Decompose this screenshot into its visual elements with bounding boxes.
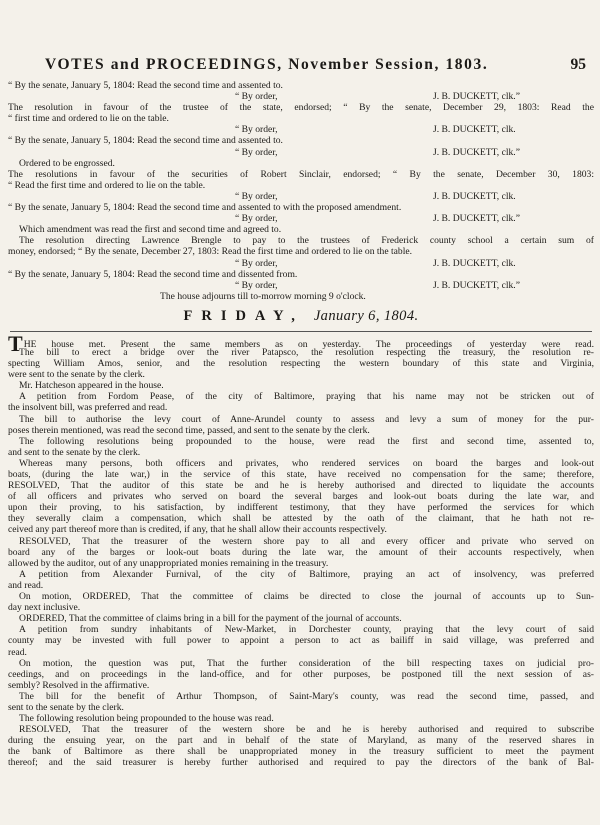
adjournment-line: The house adjourns till to-morrow morning 9 o'clock. — [160, 290, 366, 302]
text-line: The resolutions in favour of the securities of Robert Sinclair, endorsed; “ By the senate, December 30, 1803: — [8, 168, 594, 180]
text-line: of all officers and privates who served on board the several barges and look-out boats during the late war, and — [8, 491, 594, 503]
text-line: The bill for the benefit of Arthur Thompson, of Saint-Mary's county, was read the second time, passed, and — [19, 690, 594, 702]
text-line: sembly? Resolved in the affirmative. — [8, 679, 150, 691]
text-line: On motion, the question was put, That the further consideration of the bill respecting taxes on judicial pro- — [19, 657, 594, 669]
text-line: they severally claim a compensation, which shall be attested by the oath of the claimant, that he hath not re- — [8, 513, 594, 525]
day-name: FRIDAY, — [183, 307, 304, 324]
text-line: day next inclusive. — [8, 602, 81, 614]
text-line: THE house met. Present the same members as on yesterday. The proceedings of yesterday were read. — [8, 330, 594, 356]
document-body — [8, 80, 594, 769]
text-line: “ By the senate, January 5, 1804: Read the second time and dissented from. — [8, 268, 298, 280]
text-line: poses therein mentioned, was read the second time, passed, and sent to the senate by the clerk. — [8, 424, 370, 436]
signature-block: “ By order, J. B. DUCKETT, clk. — [235, 124, 516, 136]
text-line: Whereas many persons, both officers and privates, who rendered services on board the barges and look-out — [19, 457, 594, 469]
text-line: ORDERED, That the committee of claims bring in a bill for the payment of the journal of accounts. — [19, 613, 402, 625]
day-heading — [8, 304, 594, 328]
drop-cap: T — [8, 330, 23, 356]
text-line: money, endorsed; “ By the senate, December 27, 1803: Read the first time and ordered to lie on the table. — [8, 246, 413, 258]
text-line: allowed by the auditor, out of any unappropriated monies remaining in the treasury. — [8, 557, 329, 569]
text-line: The resolution in favour of the trustee of the state, endorsed; “ By the senate, December 29, 1803: Read the — [8, 102, 594, 114]
text-line: county may be invested with full power to appoint a person to act as bailiff in said village, was preferred and — [8, 635, 594, 647]
text-line: “ By the senate, January 5, 1804: Read the second time and assented to. — [8, 135, 283, 147]
header-title: VOTES and PROCEEDINGS, November Session, 1803. — [45, 56, 489, 73]
text-line: the insolvent bill, was preferred and read. — [8, 402, 168, 414]
text-line: and sent to the senate by the clerk. — [8, 446, 141, 458]
signature-block: “ By order, J. B. DUCKETT, clk. — [235, 190, 516, 202]
text-line: “ By the senate, January 5, 1804: Read the second time and assented to with the proposed amendment. — [8, 202, 402, 214]
divider — [10, 331, 592, 332]
signature-block: “ By order, J. B. DUCKETT, clk.” — [235, 279, 520, 291]
day-date: January 6, 1804. — [313, 307, 419, 324]
text-line: RESOLVED, That the treasurer of the western shore pay to all and every officer and private who served on — [19, 535, 594, 547]
text-line: RESOLVED, That the auditor of this state be and he is hereby authorised and directed to liquidate the accounts — [8, 480, 594, 492]
signature-block: “ By order, J. B. DUCKETT, clk. — [235, 257, 516, 269]
signature-block: “ By order, J. B. DUCKETT, clk.” — [235, 213, 520, 225]
text-line: thereof; and the said treasurer is hereby further authorised and required to pay the directors of the bank of Bal- — [8, 757, 594, 769]
text-line: ceived any part thereof more than is credited, if any, that he shall allow their accounts respectively. — [8, 524, 387, 536]
text-line: were sent to the senate by the clerk. — [8, 369, 145, 381]
text-line: read. — [8, 646, 27, 658]
text-line: boats, (during the late war,) in the service of this state, have received no compensation for the same; therefore, — [8, 469, 594, 480]
text-line: specting William Amos, senior, and the resolution respecting the western boundary of this state and Virginia, — [8, 358, 594, 370]
text-line: sent to the senate by the clerk. — [8, 701, 124, 713]
text-line: upon their proving, to his satisfaction, by indifferent testimony, that they have performed the services for which — [8, 502, 594, 514]
text-line: A petition from sundry inhabitants of New-Market, in Dorchester county, praying that the levy court of said — [19, 624, 594, 636]
text-line: The resolution directing Lawrence Brengle to pay to the trustees of Frederick county school a certain sum of — [19, 235, 594, 247]
text-line: during the ensuing year, on the part and in behalf of the state of Maryland, as many of the reserved shares in — [8, 735, 594, 747]
text-line: RESOLVED, That the treasurer of the western shore be and he is hereby authorised and required to subscribe — [19, 724, 594, 736]
text-line: A petition from Alexander Furnival, of the city of Baltimore, praying an act of insolvency, was preferred — [19, 568, 594, 580]
text-line: Which amendment was read the first and second time and agreed to. — [19, 224, 282, 236]
text-line: the bank of Baltimore as there shall be unappropriated money in the treasury sufficient to meet the payment — [8, 746, 594, 758]
text-line: On motion, ORDERED, That the committee of claims be directed to close the journal of accounts up to Sun- — [19, 591, 594, 603]
text-line: board any of the barges or look-out boats during the late war, the amount of their accounts respectively, when — [8, 546, 594, 558]
text-line: “ Read the first time and ordered to lie on the table. — [8, 179, 206, 191]
text-line: A petition from Fordom Pease, of the city of Baltimore, praying that his name may not be stricken out of — [19, 391, 594, 403]
text-line: The following resolution being propounded to the house was read. — [19, 713, 274, 725]
text-line: “ first time and ordered to lie on the table. — [8, 113, 169, 125]
text-line: and read. — [8, 579, 44, 591]
text-line: Mr. Hatcheson appeared in the house. — [19, 380, 164, 392]
signature-block: “ By order, J. B. DUCKETT, clk.” — [235, 91, 520, 103]
signature-block: “ By order, J. B. DUCKETT, clk.” — [235, 146, 520, 158]
text-line: The bill to authorise the levy court of Anne-Arundel county to assess and levy a sum of money for the pur- — [19, 413, 594, 425]
text-line: The following resolutions being propounded to the house, were read the first and second time, assented to, — [19, 435, 594, 447]
text-line: Ordered to be engrossed. — [19, 157, 115, 169]
page-number: 95 — [570, 56, 586, 73]
text-line: “ By the senate, January 5, 1804: Read the second time and assented to. — [8, 80, 283, 91]
text-line: The bill to erect a bridge over the river Patapsco, the resolution respecting the treasury, the resolution re- — [19, 346, 594, 358]
text-line: ceedings, and on proceedings in the land-office, and for other purposes, be postponed till the next session of as- — [8, 668, 594, 680]
running-header — [45, 56, 586, 80]
